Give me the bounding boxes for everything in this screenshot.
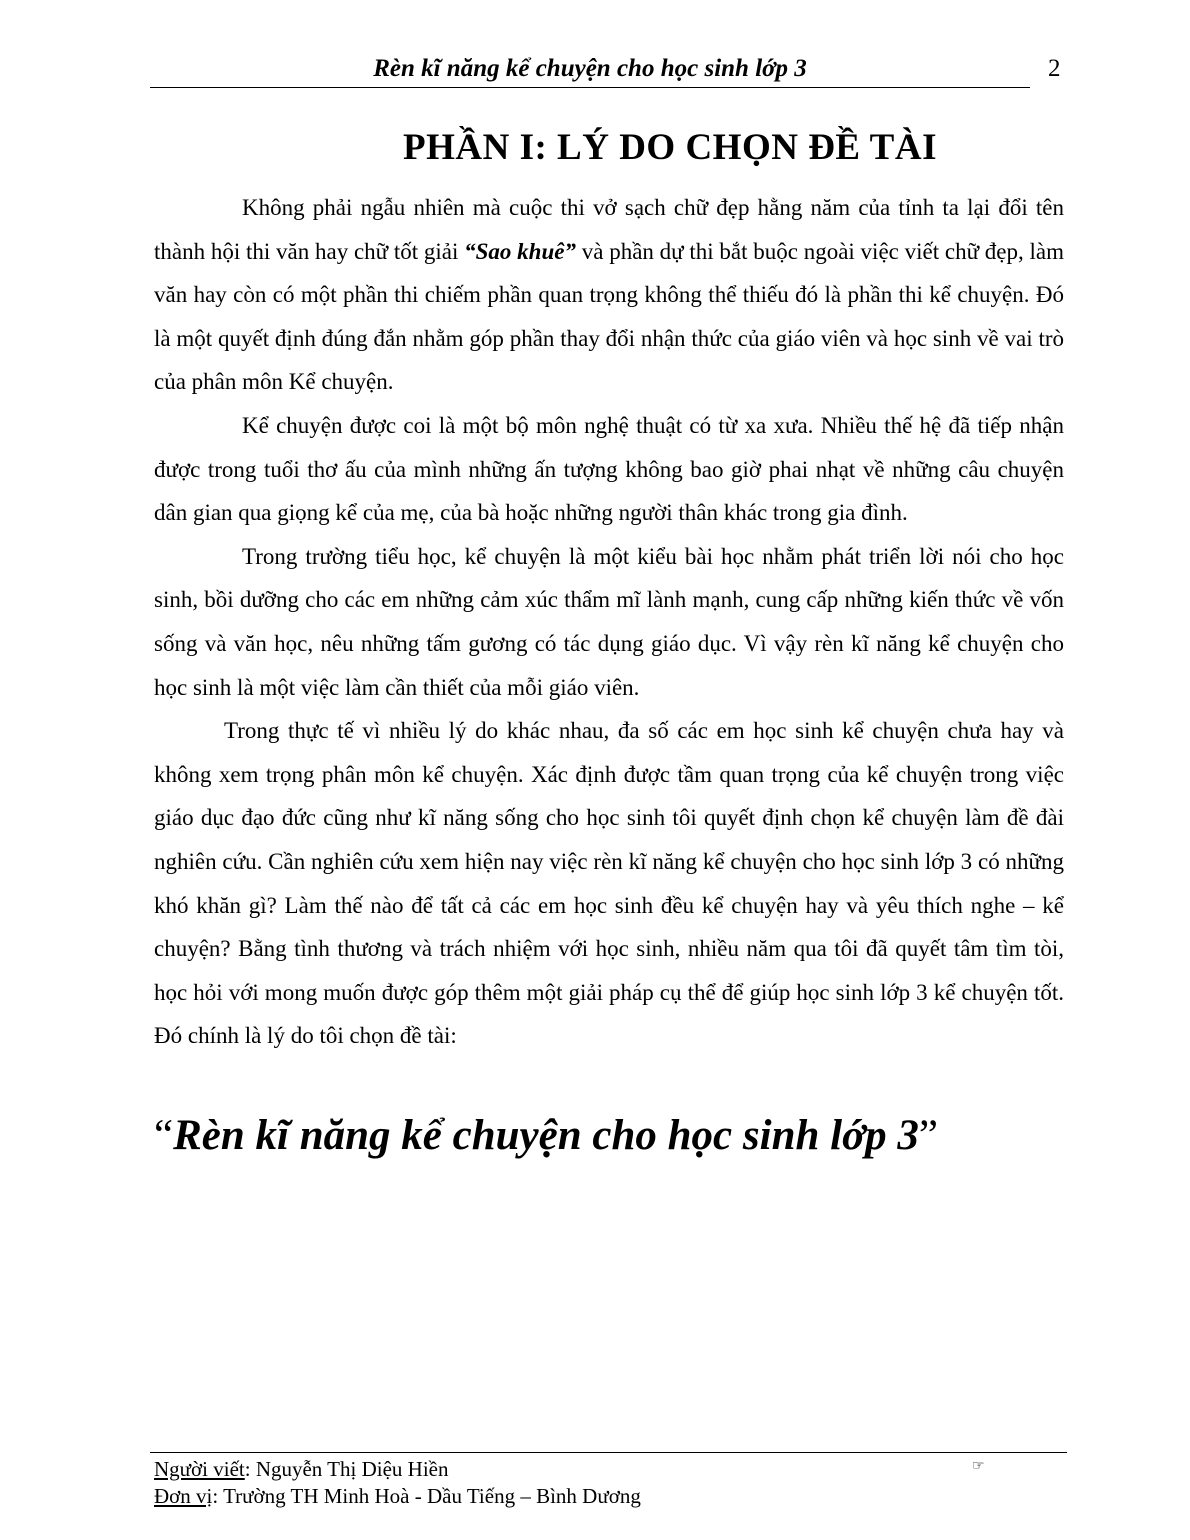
pointing-hand-icon: ☞ bbox=[972, 1458, 985, 1474]
paragraph-1-end: và phần dự thi bắt buộc ngoài việc viết chữ đẹp, làm văn hay còn có một phần thi chiếm phần quan trọng không thể thiếu đó là phần thi kể chuyện. Đó là một quyết định đúng đắn nhằm góp phần thay đổi nhận thức của giáo viên và học sinh về vai trò của phân môn Kể chuyện. bbox=[154, 238, 1064, 395]
close-quote: ” bbox=[918, 1112, 939, 1159]
unit-label: Đơn vị bbox=[154, 1484, 213, 1508]
topic-title-text: Rèn kĩ năng kể chuyện cho học sinh lớp 3 bbox=[173, 1112, 919, 1159]
author-label: Người viết bbox=[154, 1457, 245, 1481]
paragraph-3: Trong trường tiểu học, kể chuyện là một kiểu bài học nhằm phát triển lời nói cho học sinh, bồi dưỡng cho các em những cảm xúc thẩm mĩ lành mạnh, cung cấp những kiến thức về vốn sống và văn học, nêu những tấm gương có tác dụng giáo dục. Vì vậy rèn kĩ năng kể chuyện cho học sinh là một việc làm cần thiết của mỗi giáo viên. bbox=[154, 543, 1064, 700]
author-value: : Nguyễn Thị Diệu Hiền bbox=[244, 1457, 449, 1481]
open-quote: “ bbox=[154, 1112, 174, 1159]
running-header-title: Rèn kĩ năng kể chuyện cho học sinh lớp 3 bbox=[373, 55, 807, 82]
section-heading: PHẦN I: LÝ DO CHỌN ĐỀ TÀI bbox=[403, 127, 937, 168]
footer bbox=[154, 1456, 1034, 1510]
contest-name-emphasis: “Sao khuê” bbox=[464, 238, 576, 264]
header-divider bbox=[150, 87, 1030, 88]
paragraph-4: Trong thực tế vì nhiều lý do khác nhau, đa số các em học sinh kể chuyện chưa hay và không xem trọng phân môn kể chuyện. Xác định được tầm quan trọng của kể chuyện trong việc giáo dục đạo đức cũng như kĩ năng sống cho học sinh tôi quyết định chọn kể chuyện làm đề đài nghiên cứu. Cần nghiên cứu xem hiện nay việc rèn kĩ năng kể chuyện cho học sinh lớp 3 có những khó khăn gì? Làm thế nào để tất cả các em học sinh đều kể chuyện hay và yêu thích nghe – kể chuyện? Bằng tình thương và trách nhiệm với học sinh, nhiều năm qua tôi đã quyết tâm tìm tòi, học hỏi với mong muốn được góp thêm một giải pháp cụ thể để giúp học sinh lớp 3 kể chuyện tốt. Đó chính là lý do tôi chọn đề tài: bbox=[154, 718, 1064, 1049]
footer-divider bbox=[150, 1452, 1067, 1453]
unit-value: : Trường TH Minh Hoà - Dầu Tiếng – Bình Dương bbox=[212, 1484, 641, 1508]
footer-unit bbox=[154, 1483, 1034, 1510]
body-text bbox=[154, 186, 1064, 1058]
paragraph-1-start: Không phải ngẫu nhiên mà cuộc thi vở sạch chữ đẹp hằng năm của tỉnh ta lại đổi tên thành hội thi văn hay chữ tốt giải bbox=[154, 195, 1064, 264]
topic-title bbox=[154, 1105, 938, 1167]
page-number: 2 bbox=[1048, 55, 1061, 82]
paragraph-1 bbox=[154, 186, 1064, 404]
paragraph-2: Kể chuyện được coi là một bộ môn nghệ thuật có từ xa xưa. Nhiều thế hệ đã tiếp nhận được trong tuổi thơ ấu của mình những ấn tượng không bao giờ phai nhạt về những câu chuyện dân gian qua giọng kể của mẹ, của bà hoặc những người thân khác trong gia đình. bbox=[154, 412, 1064, 526]
footer-author bbox=[154, 1456, 1034, 1483]
